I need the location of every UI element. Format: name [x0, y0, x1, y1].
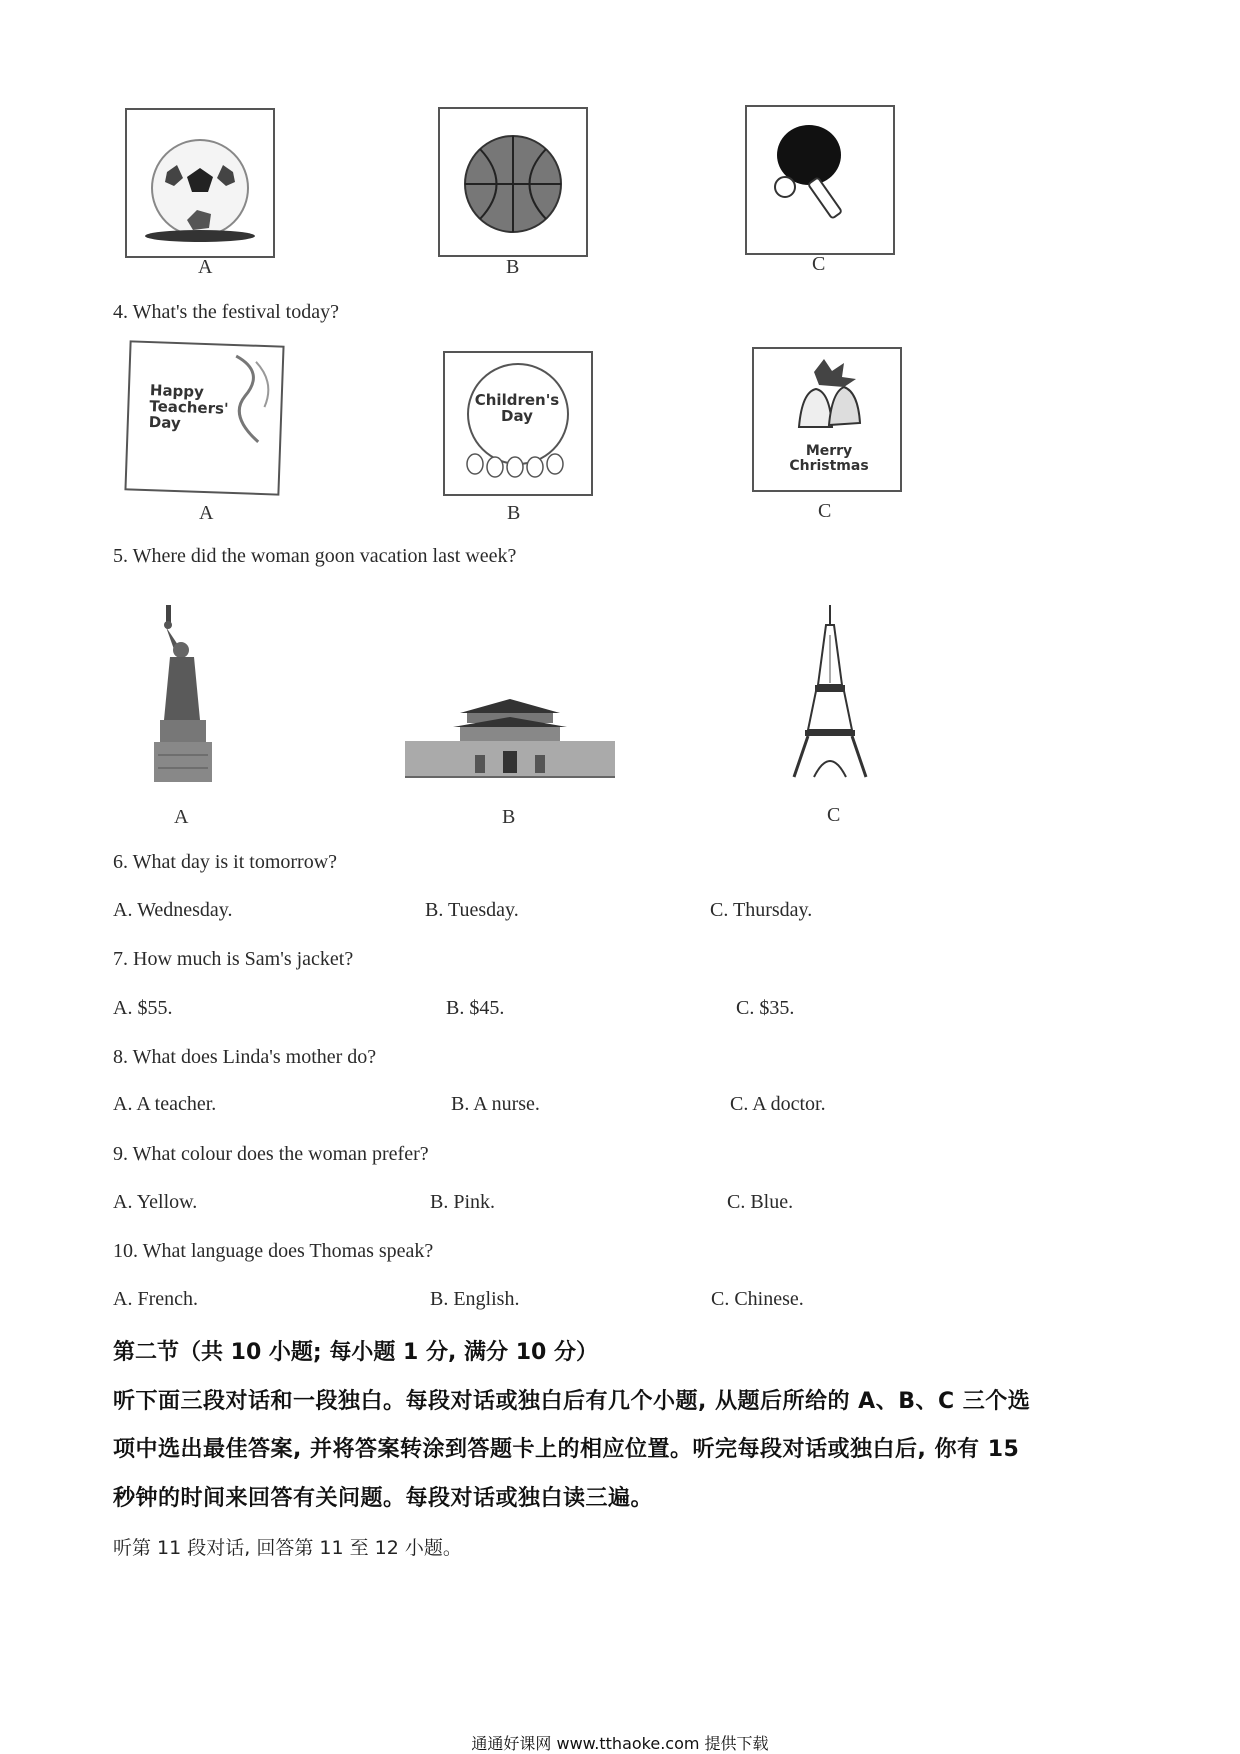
q5-question: 5. Where did the woman goon vacation last week? — [113, 545, 517, 567]
q4-label-b: B — [507, 502, 521, 524]
q5-label-a: A — [174, 806, 189, 828]
q7-question: 7. How much is Sam's jacket? — [113, 948, 354, 970]
q5-label-b: B — [502, 806, 516, 828]
q7-option-c[interactable]: C. $35. — [736, 997, 795, 1019]
q8-option-a[interactable]: A. A teacher. — [113, 1093, 217, 1115]
eiffel-tower-icon — [790, 605, 870, 780]
card-b-line-2: Day — [501, 406, 533, 425]
q4-question: 4. What's the festival today? — [113, 301, 339, 323]
q3-image-b — [438, 107, 588, 257]
q9-question: 9. What colour does the woman prefer? — [113, 1143, 429, 1165]
q9-option-b[interactable]: B. Pink. — [430, 1191, 496, 1213]
q5-label-c: C — [827, 804, 841, 826]
q4-image-a — [124, 340, 284, 495]
ping-pong-paddle-icon — [747, 107, 893, 253]
q9-option-c[interactable]: C. Blue. — [727, 1191, 794, 1213]
card-b-line-1: Children's — [474, 391, 560, 409]
ribbon-icon — [223, 351, 281, 453]
q4-image-c — [752, 347, 902, 492]
card-c-line-2: Christmas — [789, 457, 869, 474]
q3-label-a: A — [198, 256, 213, 278]
q6-option-c[interactable]: C. Thursday. — [710, 899, 813, 921]
section2-instruction-line-1: 听下面三段对话和一段独白。每段对话或独白后有几个小题, 从题后所给的 A、B、C 三个选 — [113, 1389, 1031, 1414]
q4-image-b — [443, 351, 593, 496]
card-c-line-1: Merry — [805, 443, 853, 459]
q3-label-b: B — [506, 256, 520, 278]
q4-label-c: C — [818, 500, 832, 522]
q3-image-a — [125, 108, 275, 258]
page-footer: 通通好课网 www.tthaoke.com 提供下载 — [471, 1734, 769, 1753]
q7-option-b[interactable]: B. $45. — [446, 997, 505, 1019]
statue-of-liberty-icon — [148, 605, 218, 785]
card-a-line-1: Happy — [149, 381, 205, 401]
q10-option-b[interactable]: B. English. — [430, 1288, 520, 1310]
section2-heading: 第二节（共 10 小题; 每小题 1 分, 满分 10 分） — [113, 1340, 598, 1365]
soccer-ball-icon — [127, 110, 273, 256]
q10-question: 10. What language does Thomas speak? — [113, 1240, 434, 1262]
q9-option-a[interactable]: A. Yellow. — [113, 1191, 198, 1213]
card-a-line-3: Day — [148, 412, 182, 432]
section2-instruction-line-2: 项中选出最佳答案, 并将答案转涂到答题卡上的相应位置。听完每段对话或独白后, 你有 15 — [113, 1437, 1020, 1462]
christmas-bells-icon — [784, 357, 874, 437]
q6-option-b[interactable]: B. Tuesday. — [425, 899, 519, 921]
q8-option-b[interactable]: B. A nurse. — [451, 1093, 540, 1115]
q3-image-c — [745, 105, 895, 255]
basketball-icon — [440, 109, 586, 255]
q6-question: 6. What day is it tomorrow? — [113, 851, 338, 873]
tiananmen-icon — [405, 695, 615, 785]
q8-option-c[interactable]: C. A doctor. — [730, 1093, 826, 1115]
section2-instruction-line-3: 秒钟的时间来回答有关问题。每段对话或独白读三遍。 — [113, 1486, 654, 1511]
card-a-line-2: Teachers' — [149, 396, 229, 418]
q8-question: 8. What does Linda's mother do? — [113, 1046, 377, 1068]
q6-option-a[interactable]: A. Wednesday. — [113, 899, 233, 921]
q10-option-c[interactable]: C. Chinese. — [711, 1288, 804, 1310]
q7-option-a[interactable]: A. $55. — [113, 997, 173, 1019]
q10-option-a[interactable]: A. French. — [113, 1288, 198, 1310]
section2-sub-instruction: 听第 11 段对话, 回答第 11 至 12 小题。 — [113, 1537, 462, 1559]
q4-label-a: A — [199, 502, 214, 524]
q3-label-c: C — [812, 253, 826, 275]
